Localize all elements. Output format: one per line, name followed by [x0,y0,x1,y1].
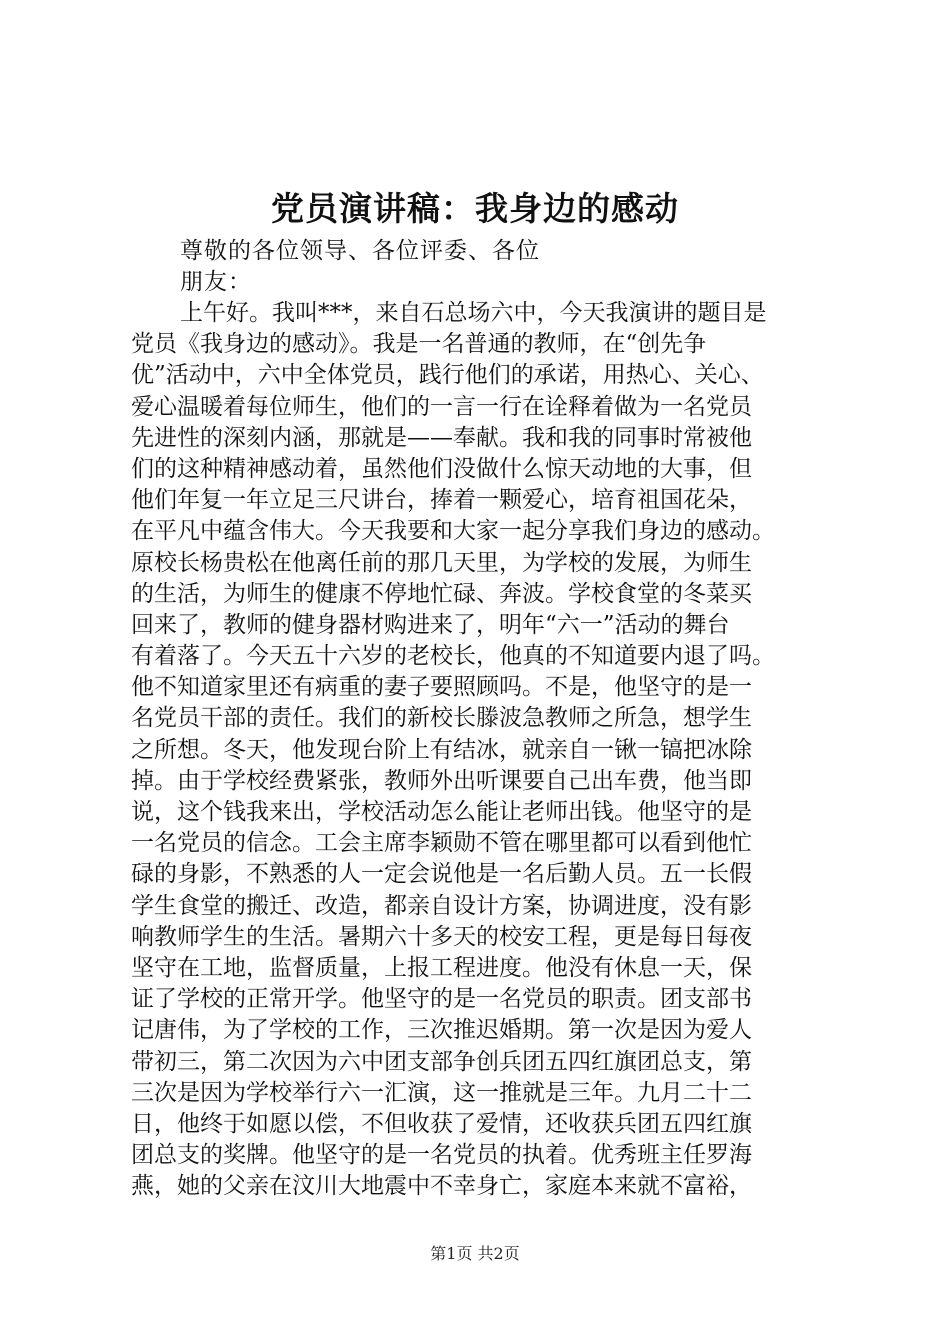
body-line: 团总支的奖牌。他坚守的是一名党员的执着。优秀班主任罗海 [131,1142,752,1169]
body-line: 回来了，教师的健身器材购进来了，明年“六一”活动的舞台 [131,611,730,638]
body-line: 响教师学生的生活。暑期六十多天的校安工程，更是每日每夜 [131,923,752,950]
body-line: 上午好。我叫***，来自石总场六中，今天我演讲的题目是 [180,300,767,326]
body-line: 爱心温暖着每位师生，他们的一言一行在诠释着做为一名党员 [131,393,752,420]
body-line: 学生食堂的搬迁、改造，都亲自设计方案，协调进度，没有影 [131,892,752,919]
body-line: 在平凡中蕴含伟大。今天我要和大家一起分享我们身边的感动。 [131,518,775,545]
body-line: 党员《我身边的感动》。我是一名普通的教师，在“创先争 [131,331,707,358]
page-number-footer: 第1页 共2页 [430,1244,520,1263]
body-line: 碌的身影，不熟悉的人一定会说他是一名后勤人员。五一长假 [131,861,752,888]
body-line: 说，这个钱我来出，学校活动怎么能让老师出钱。他坚守的是 [131,799,752,825]
body-line: 原校长杨贵松在他离任前的那几天里，为学校的发展，为师生 [131,549,752,576]
body-line: 证了学校的正常开学。他坚守的是一名党员的职责。团支部书 [131,986,752,1013]
body-line: 坚守在工地，监督质量，上报工程进度。他没有休息一天，保 [131,954,752,981]
body-line: 带初三，第二次因为六中团支部争创兵团五四红旗团总支，第 [131,1048,752,1075]
body-line: 先进性的深刻内涵，那就是——奉献。我和我的同事时常被他 [131,424,752,451]
body-line: 们的这种精神感动着，虽然他们没做什么惊天动地的大事，但 [131,455,752,482]
salutation [180,236,540,298]
body-line: 燕，她的父亲在汶川大地震中不幸身亡，家庭本来就不富裕， [131,1173,752,1200]
body-line: 优”活动中，六中全体党员，践行他们的承诺，用热心、关心、 [131,362,764,389]
salutation-line: 朋友： [180,269,252,295]
body-paragraph [131,298,831,1202]
body-line: 的生活，为师生的健康不停地忙碌、奔波。学校食堂的冬菜买 [131,580,752,607]
body-line: 他不知道家里还有病重的妻子要照顾吗。不是，他坚守的是一 [131,674,752,701]
body-line: 三次是因为学校举行六一汇演，这一推就是三年。九月二十二 [131,1079,752,1106]
salutation-line: 尊敬的各位领导、各位评委、各位 [180,238,540,264]
body-line: 名党员干部的责任。我们的新校长滕波急教师之所急，想学生 [131,705,752,732]
body-line: 日，他终于如愿以偿，不但收获了爱情，还收获兵团五四红旗 [131,1110,752,1137]
body-line: 记唐伟，为了学校的工作，三次推迟婚期。第一次是因为爱人 [131,1017,752,1044]
document-title: 党员演讲稿：我身边的感动 [271,189,679,228]
body-line: 有着落了。今天五十六岁的老校长，他真的不知道要内退了吗。 [131,643,775,670]
body-line: 掉。由于学校经费紧张，教师外出听课要自己出车费，他当即 [131,767,752,794]
body-line: 之所想。冬天，他发现台阶上有结冰，就亲自一锹一镐把冰除 [131,736,752,763]
body-line: 一名党员的信念。工会主席李颖勋不管在哪里都可以看到他忙 [131,830,752,857]
body-line: 他们年复一年立足三尺讲台，捧着一颗爱心，培育祖国花朵， [131,487,752,514]
